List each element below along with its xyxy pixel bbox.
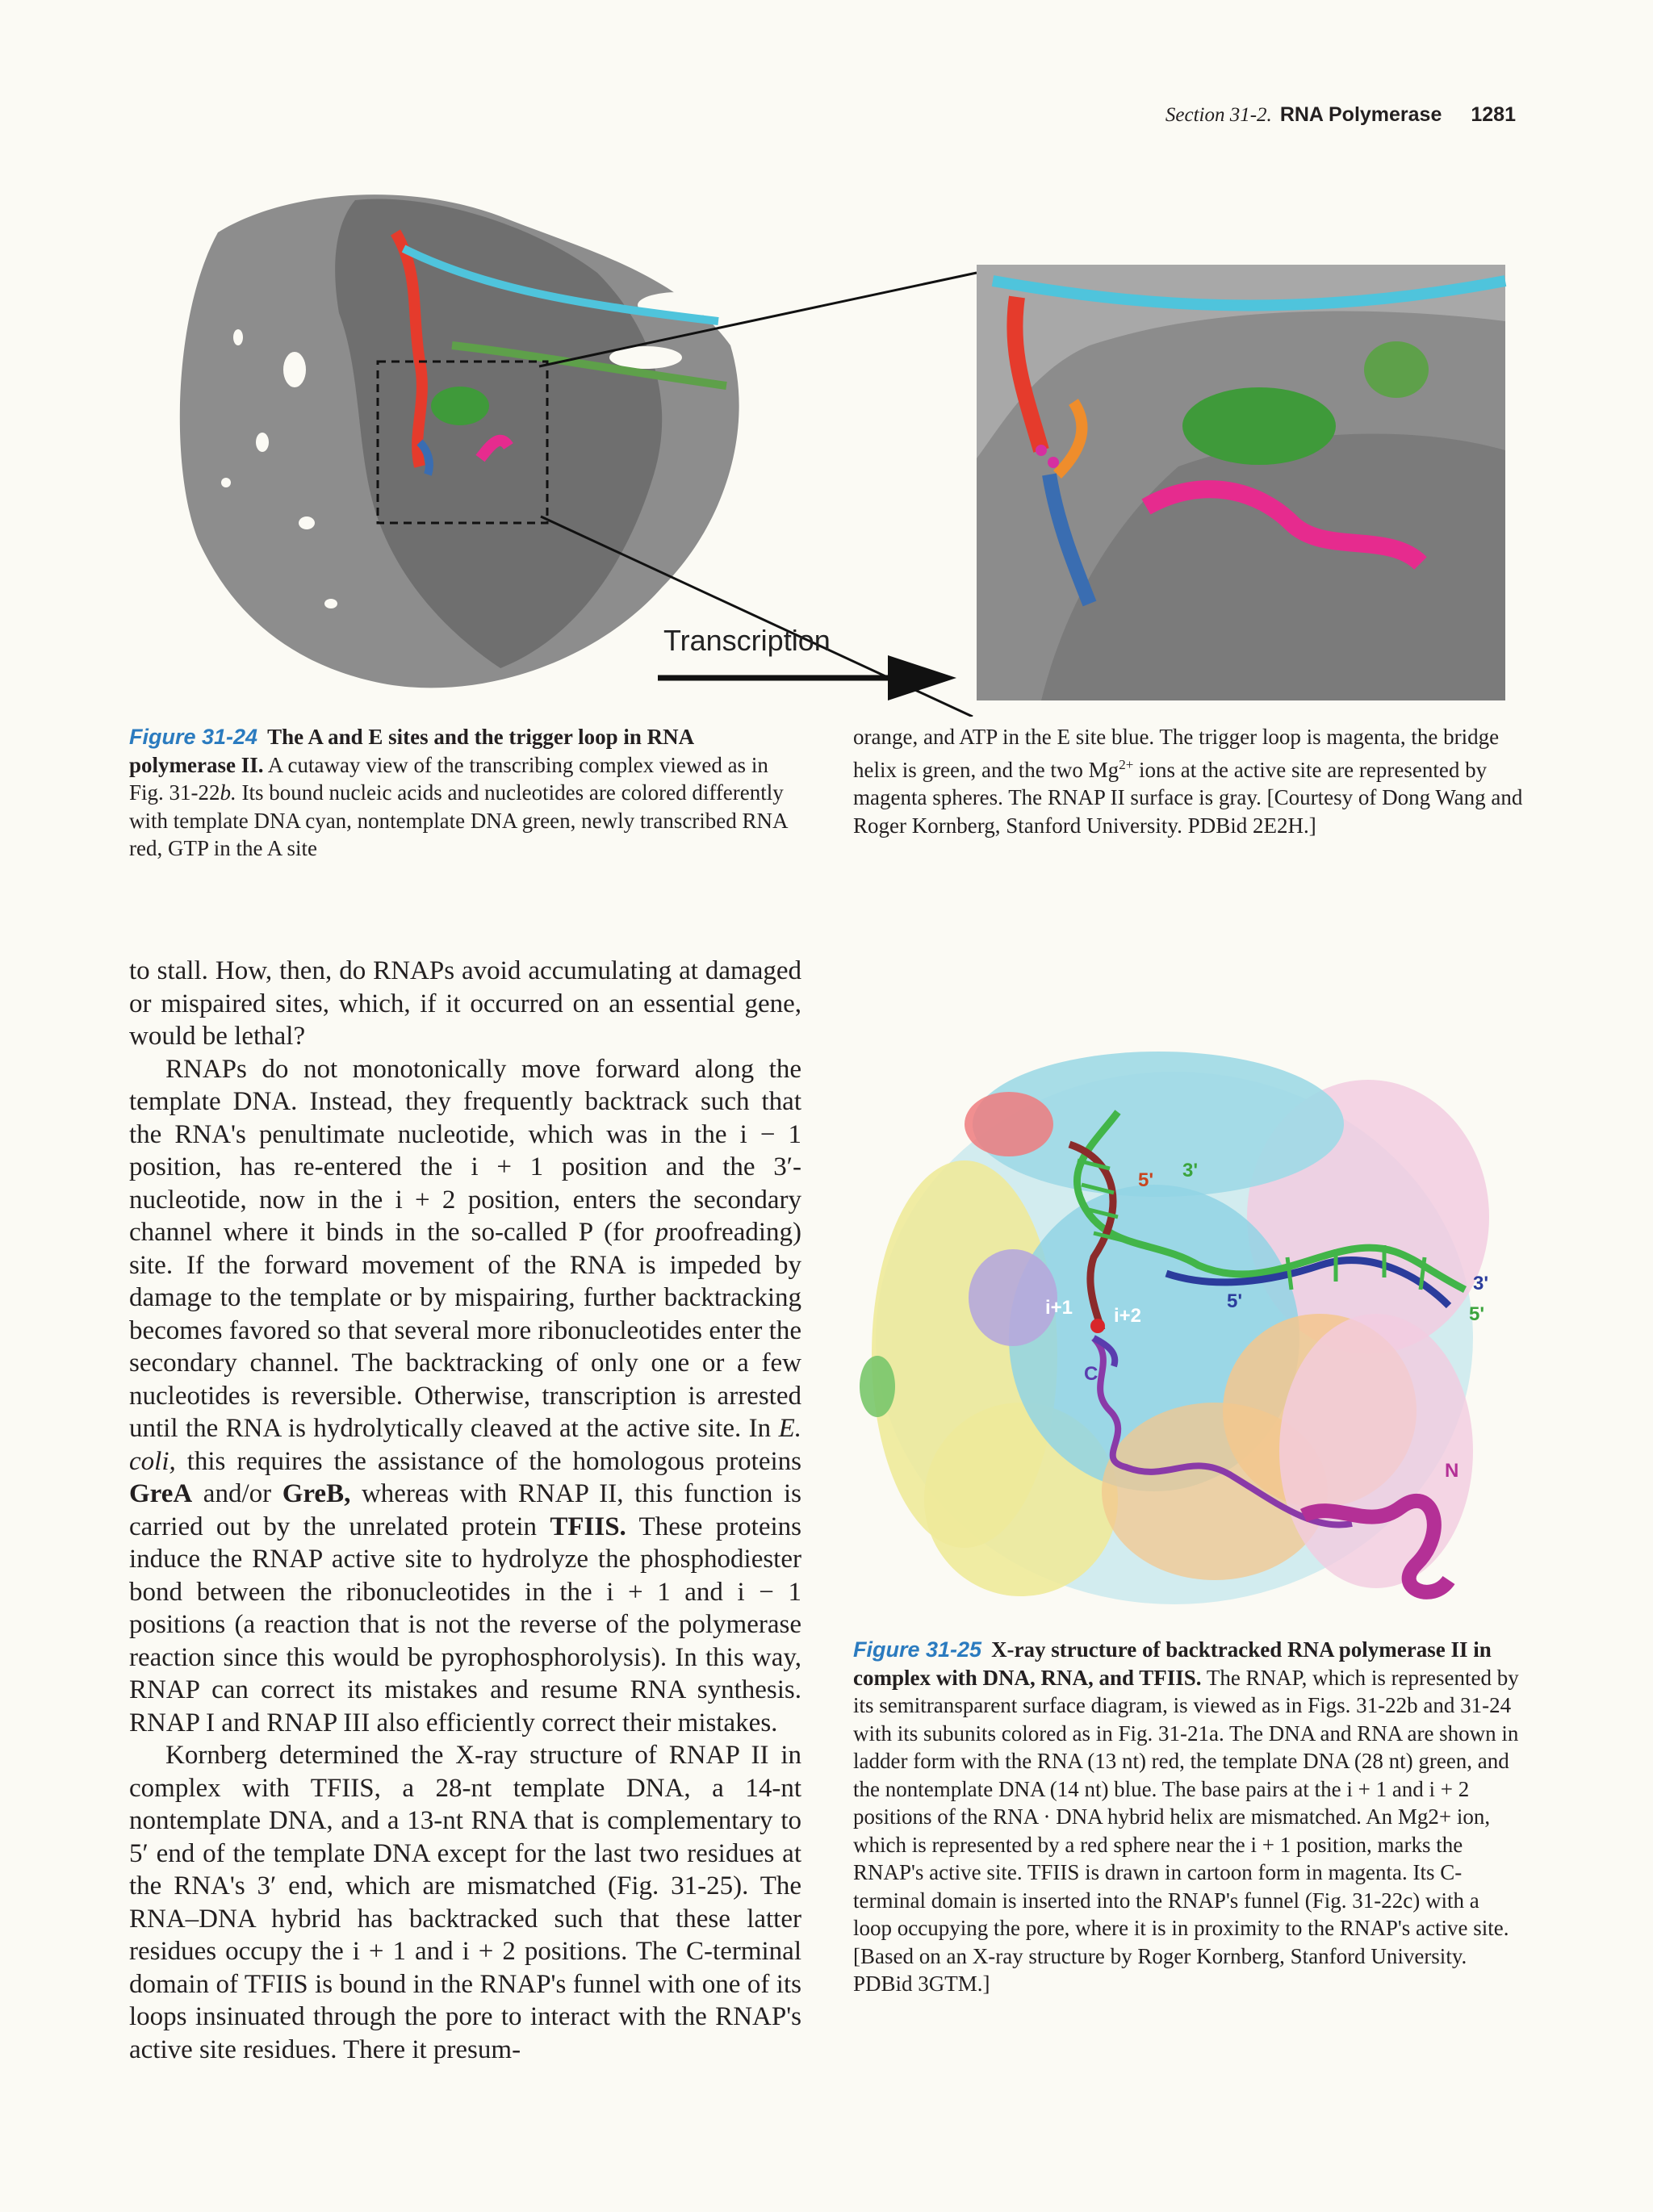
figure-31-24-label: Figure 31-24 bbox=[129, 725, 258, 749]
label-5prime-mid: 5' bbox=[1227, 1290, 1243, 1312]
figure-31-25-image bbox=[852, 1047, 1489, 1629]
label-3prime-top: 3' bbox=[1182, 1160, 1199, 1181]
section-title: RNA Polymerase bbox=[1279, 103, 1442, 126]
transcription-label: Transcription bbox=[663, 624, 831, 657]
rnap-semitransparent-surface bbox=[860, 1052, 1489, 1604]
label-i-plus-1: i+1 bbox=[1045, 1297, 1073, 1319]
label-3prime-right: 3' bbox=[1473, 1273, 1489, 1294]
figure-31-25-caption bbox=[853, 1636, 1523, 1998]
label-c-terminus: C bbox=[1084, 1363, 1099, 1385]
paragraph-1: to stall. How, then, do RNAPs avoid accumulating at damaged or mispaired sites, which, if it occurred on an essential gene, would be lethal? bbox=[129, 956, 801, 1051]
paragraph-2: RNAPs do not monotonically move forward along the template DNA. Instead, they frequently backtrack such that the RNA's penultimate nucleotide, which was in the i − 1 position, has re-entered the i + 1 position and the 3′-nucleotide, now in the i + 2 position, enters the secondary channel where it binds in the so-called P (for proofreading) site. If the forward movement of the RNA is impeded by damage to the template or by mispairing, further backtracking becomes favored so that several more ribonucleotides enter the secondary channel. The backtracking of only one or a few nucleotides is reversible. Otherwise, transcription is arrested until the RNA is hydrolytically cleaved at the active site. In E. coli, this requires the assistance of the homologous proteins GreA and/or GreB, whereas with RNAP II, this function is carried out by the unrelated protein TFIIS. These proteins induce the RNAP active site to hydrolyze the phosphodiester bond between the ribonucleotides in the i + 1 and i − 1 positions (a reaction that is not the reverse of the polymerase reaction since this would be pyrophosphorolysis). In this way, RNAP can correct its mistakes and resume RNA synthesis. RNAP I and RNAP III also efficiently correct their mistakes. bbox=[129, 1054, 802, 1737]
figure-31-24-caption-right: orange, and ATP in the E site blue. The trigger loop is magenta, the bridge helix is green, and the two $Mg^{2+}$ ions at the active site are represented by magenta spheres. The RNAP II surface is gray. [Courtesy of Dong Wang and Roger Kornberg, Stanford University. PDBid 2E2H.] bbox=[853, 725, 1523, 838]
label-5prime-right: 5' bbox=[1469, 1303, 1485, 1325]
label-5prime-top: 5' bbox=[1138, 1169, 1154, 1191]
body-text bbox=[129, 955, 801, 2066]
zoom-inset bbox=[977, 265, 1505, 700]
figure-31-25-title: X-ray structure of backtracked RNA polymerase II in complex with DNA, RNA, and TFIIS. bbox=[853, 1637, 1492, 1690]
paragraph-3: Kornberg determined the X-ray structure of RNAP II in complex with TFIIS, a 28-nt template DNA, a 14-nt nontemplate DNA, and a 13-nt RNA that is complementary to 5′ end of the template DNA except for the last two residues at the RNA's 3′ end, which are mismatched (Fig. 31-25). The RNA–DNA hybrid has backtracked such that these latter residues occupy the i + 1 and i + 2 positions. The C-terminal domain of TFIIS is bound in the RNAP's funnel with one of its loops insinuated through the pore to interact with the RNAP's active site residues. There it presum- bbox=[129, 1741, 801, 2064]
page-number: 1281 bbox=[1471, 103, 1516, 126]
figure-31-25-caption-text: The RNAP, which is represented by its semitransparent surface diagram, is viewed as in Figs. 31-22b and 31-24 with its subunits colored as in Fig. 31-21a. The DNA and RNA are shown in ladder form with the RNA (13 nt) red, the template DNA (28 nt) green, and the nontemplate DNA (14 nt) blue. The base pairs at the i + 1 and i + 2 positions of the RNA · DNA hybrid helix are mismatched. An Mg2+ ion, which is represented by a red sphere near the i + 1 position, marks the RNAP's active site. TFIIS is drawn in cartoon form in magenta. Its C-terminal domain is inserted into the RNAP's funnel (Fig. 31-22c) with a loop occupying the pore, where it is in proximity to the RNAP's active site. [Based on an X-ray structure by Roger Kornberg, Stanford University. PDBid 3GTM.] bbox=[853, 1665, 1519, 1996]
figure-31-25-label: Figure 31-25 bbox=[853, 1637, 982, 1662]
running-header bbox=[1165, 103, 1516, 127]
figure-31-24-image bbox=[161, 184, 1521, 717]
label-n-terminus: N bbox=[1445, 1460, 1459, 1482]
mg-ion-sphere bbox=[1090, 1319, 1105, 1333]
figure-31-24-caption-left: Figure 31-24 The A and E sites and the trigger loop in RNA polymerase II. A cutaway view of the transcribing complex viewed as in Fig. 31-22b. Its bound nucleic acids and nucleotides are colored differently with template DNA cyan, nontemplate DNA green, newly transcribed RNA red, GTP in the A site bbox=[129, 725, 788, 860]
figure-31-24-caption-text: A cutaway view of the transcribing complex viewed as in Fig. 31-22 bbox=[129, 752, 768, 805]
figure-31-24-title: The A and E sites and the trigger loop in RNA polymerase II. bbox=[129, 725, 693, 777]
section-label: Section 31-2. bbox=[1165, 104, 1272, 126]
bridge-helix bbox=[431, 387, 489, 425]
label-i-plus-2: i+2 bbox=[1114, 1305, 1142, 1327]
